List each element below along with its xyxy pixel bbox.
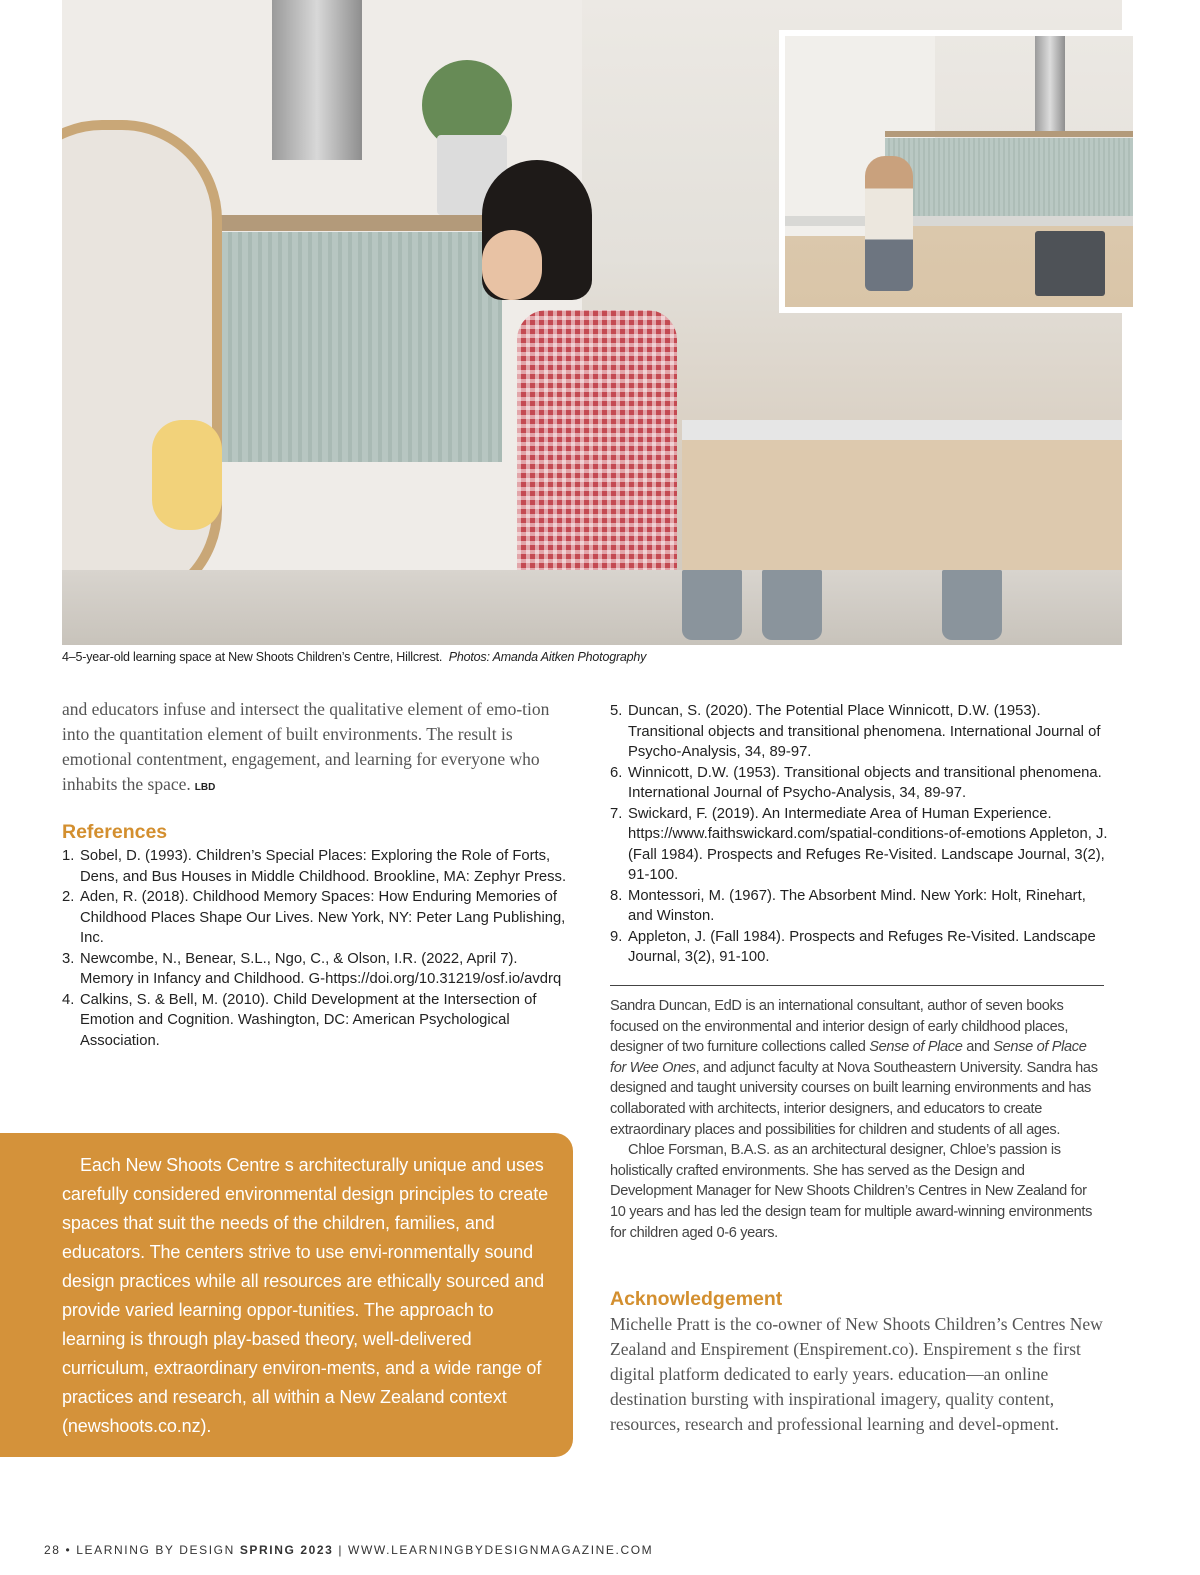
end-mark: LBD	[194, 782, 216, 793]
references-list-right	[610, 701, 1110, 968]
callout-box	[0, 1133, 573, 1457]
inset-photo-toddler-kitchen	[779, 30, 1139, 313]
caption-text: 4–5-year-old learning space at New Shoots Children’s Centre, Hillcrest.	[62, 650, 443, 664]
reference-item: 4. Calkins, S. & Bell, M. (2010). Child Development at the Intersection of Emotion and Cognition. Washington, DC: American Psychological Association.	[62, 991, 537, 1049]
sandra-bio: Sandra Duncan, EdD is an international consultant, author of seven books focused on the environmental and interior design of early childhood places, designer of two furniture collections called Sense of Place and Sense of Place for Wee Ones, and adjunct faculty at Nova Southeastern University. Sandra has designed and taught university courses on built learning environments and has collaborated with architects, interior designers, and educators to create extraordinary places and possibilities for children and students of all ages.	[610, 998, 1098, 1138]
range-hood	[272, 0, 362, 160]
cup	[682, 570, 742, 640]
acknowledgement-heading: Acknowledgement	[610, 1288, 783, 1310]
cup	[762, 570, 822, 640]
footer-bullet: •	[65, 1543, 72, 1557]
reference-item: 9. Appleton, J. (Fall 1984). Prospects and Refuges Re-Visited. Landscape Journal, 3(2), 91-100.	[610, 928, 1096, 965]
reference-item: 1. Sobel, D. (1993). Children’s Special Places: Exploring the Role of Forts, Dens, and Bus Houses in Middle Childhood. Brookline, MA: Zephyr Press.	[62, 848, 567, 885]
issue-label: SPRING 2023	[239, 1543, 334, 1557]
range-hood	[1035, 36, 1065, 131]
intro-paragraph: and educators infuse and intersect the qualitative element of emo-tion into the quantitation element of built environments. The result is emotional contentment, engagement, and learning for everyone who inhabits the space. LBD	[62, 699, 550, 794]
callout-text: Each New Shoots Centre s architecturally unique and uses carefully considered environmental design principles to create spaces that suit the needs of the children, families, and educators. The centers strive to use envi-ronmentally sound design practices while all resources are ethically sourced and provide varied learning oppor-tunities. The approach to learning is through play-based theory, well-delivered curriculum, extraordinary environ-ments, and a wide range of practices and research, all within a New Zealand context (newshoots.co.nz).	[62, 1155, 549, 1436]
doll	[152, 420, 222, 530]
reference-item: 8. Montessori, M. (1967). The Absorbent Mind. New York: Holt, Rinehart, and Winston.	[610, 887, 1086, 924]
website-link[interactable]: WWW.LEARNINGBYDESIGNMAGAZINE.COM	[348, 1543, 654, 1557]
shelf	[885, 131, 1135, 137]
reference-item: 6. Winnicott, D.W. (1953). Transitional objects and transitional phenomena. International Journal of Psycho-Analysis, 34, 89-97.	[610, 764, 1102, 801]
page-number: 28	[44, 1543, 61, 1557]
reference-item: 7. Swickard, F. (2019). An Intermediate Area of Human Experience. https://www.faithswickard.com/spatial-conditions-of-emotions Appleton, J. (Fall 1984). Prospects and Refuges Re-Visited. Landscape Journal, 3(2), 91-100.	[610, 805, 1108, 883]
references-heading: References	[62, 821, 168, 843]
child-gingham-dress	[517, 310, 677, 590]
shelf	[182, 215, 512, 231]
reference-item: 3. Newcombe, N., Benear, S.L., Ngo, C., & Olson, I.R. (2022, April 7). Memory in Infancy and Childhood. G-https://doi.org/10.31219/osf.io/avdrq	[62, 950, 562, 987]
chloe-bio: Chloe Forsman, B.A.S. as an architectural designer, Chloe’s passion is holistically crafted environments. She has served as the Design and Development Manager for New Shoots Children’s Centres in New Zealand for 10 years and has led the design team for multiple award-winning environments for children aged 0-6 years.	[610, 1142, 1093, 1241]
references-list-left	[62, 846, 572, 1051]
author-bios	[610, 996, 1104, 1243]
photo-caption	[62, 650, 646, 664]
toddler	[865, 156, 913, 291]
photo-credit: Photos: Amanda Aitken Photography	[448, 650, 647, 664]
mirror	[62, 120, 222, 610]
reference-item: 5. Duncan, S. (2020). The Potential Place Winnicott, D.W. (1953). Transitional objects and transitional phenomena. International Journal of Psycho-Analysis, 34, 89-97.	[610, 703, 1101, 760]
backsplash	[885, 138, 1135, 218]
page-footer	[44, 1543, 653, 1557]
child-face	[482, 230, 542, 300]
divider-rule	[610, 985, 1104, 986]
cabinets	[682, 440, 1122, 580]
toy-oven	[1035, 231, 1105, 296]
magazine-name: LEARNING BY DESIGN	[76, 1543, 235, 1557]
footer-divider: |	[338, 1543, 344, 1557]
backsplash	[202, 232, 502, 462]
reference-item: 2. Aden, R. (2018). Childhood Memory Spaces: How Enduring Memories of Childhood Places Shape Our Lives. New York, NY: Peter Lang Publishing, Inc.	[62, 889, 566, 946]
cup	[942, 570, 1002, 640]
acknowledgement-text: Michelle Pratt is the co-owner of New Shoots Children’s Centres New Zealand and Enspirement (Enspirement.co). Enspirement s the first digital platform dedicated to early years. education—an online destination bursting with inspirational imagery, quality content, resources, research and professional learning and devel-opment.	[610, 1314, 1103, 1434]
